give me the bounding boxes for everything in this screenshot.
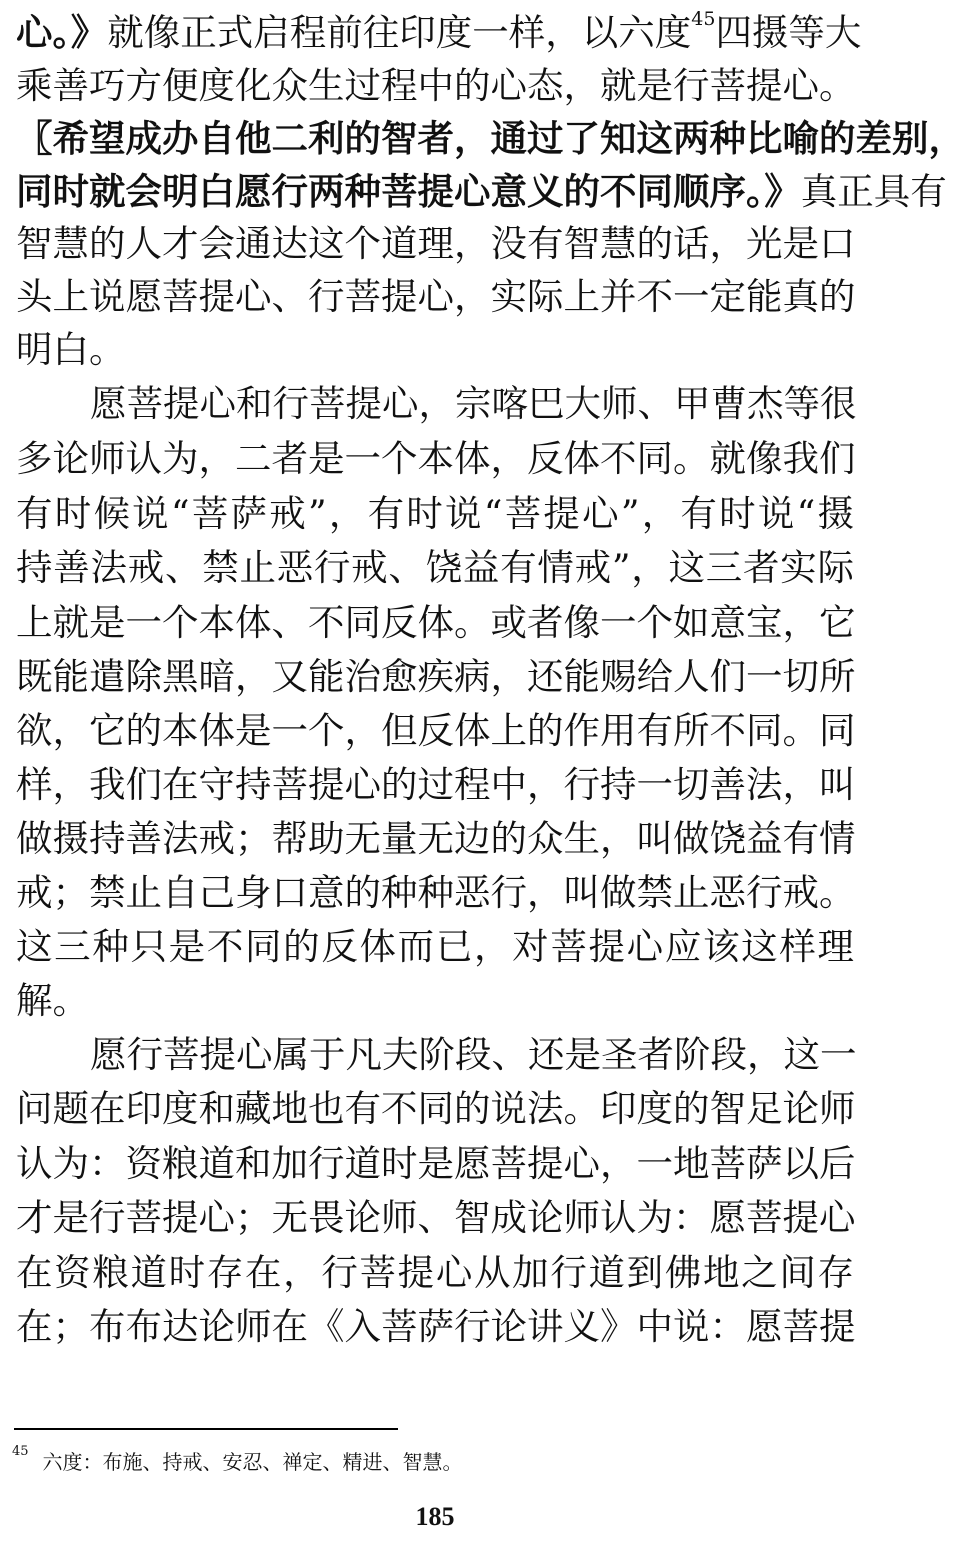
text-line: 上就是一个本体、不同反体。或者像一个如意宝，它	[16, 601, 856, 644]
text-line: 解。	[16, 979, 89, 1022]
text-line: 做摄持善法戒；帮助无量无边的众生，叫做饶益有情	[16, 817, 856, 860]
paragraph-first-line: 愿菩提心和行菩提心，宗喀巴大师、甲曹杰等很	[90, 382, 857, 425]
text-line: 样，我们在守持菩提心的过程中，行持一切善法，叫	[16, 763, 856, 806]
text-line: 有时候说“菩萨戒”，有时说“菩提心”，有时说“摄	[16, 492, 854, 535]
footnote-ref: 45	[691, 8, 716, 30]
text-line: 问题在印度和藏地也有不同的说法。印度的智足论师	[16, 1087, 856, 1130]
text-line: 戒；禁止自己身口意的种种恶行，叫做禁止恶行戒。	[16, 871, 856, 914]
footnote-text: 六度：布施、持戒、安忍、禅定、精进、智慧。	[42, 1450, 463, 1474]
text-line: 在；布布达论师在《入菩萨行论讲义》中说：愿菩提	[16, 1305, 856, 1348]
text-line: 这三种只是不同的反体而已，对菩提心应该这样理	[16, 925, 854, 968]
text-line: 明白。	[16, 328, 126, 371]
text-line: 认为：资粮道和加行道时是愿菩提心，一地菩萨以后	[16, 1142, 856, 1185]
footnote	[12, 1446, 463, 1475]
text-line: 持善法戒、禁止恶行戒、饶益有情戒”，这三者实际	[16, 546, 854, 589]
bold-text: 同时就会明白愿行两种菩提心意义的不同顺序。》	[16, 170, 801, 213]
text-line: 欲，它的本体是一个，但反体上的作用有所不同。同	[16, 709, 856, 752]
text-line: 头上说愿菩提心、行菩提心，实际上并不一定能真的	[16, 275, 856, 318]
text-line: 乘善巧方便度化众生过程中的心态，就是行菩提心。	[16, 64, 856, 107]
footnote-number: 45	[12, 1444, 29, 1459]
text-line: 同时就会明白愿行两种菩提心意义的不同顺序。》真正具有	[16, 170, 947, 213]
text-line: 智慧的人才会通达这个道理，没有智慧的话，光是口	[16, 222, 856, 265]
paragraph-first-line: 愿行菩提心属于凡夫阶段、还是圣者阶段，这一	[90, 1033, 857, 1076]
bold-text: 心。》	[16, 11, 108, 54]
text-line: 多论师认为，二者是一个本体，反体不同。就像我们	[16, 437, 856, 480]
bold-text-line: 〖希望成办自他二利的智者，通过了知这两种比喻的差别，	[16, 117, 965, 160]
text-line: 既能遣除黑暗，又能治愈疾病，还能赐给人们一切所	[16, 655, 856, 698]
page-number: 185	[415, 1502, 455, 1531]
text-line: 心。》就像正式启程前往印度一样，以六度$^{45}$四摄等大	[16, 8, 862, 54]
text-line: 才是行菩提心；无畏论师、智成论师认为：愿菩提心	[16, 1196, 856, 1239]
footnote-divider	[14, 1428, 398, 1430]
text-line: 在资粮道时存在，行菩提心从加行道到佛地之间存	[16, 1251, 854, 1294]
